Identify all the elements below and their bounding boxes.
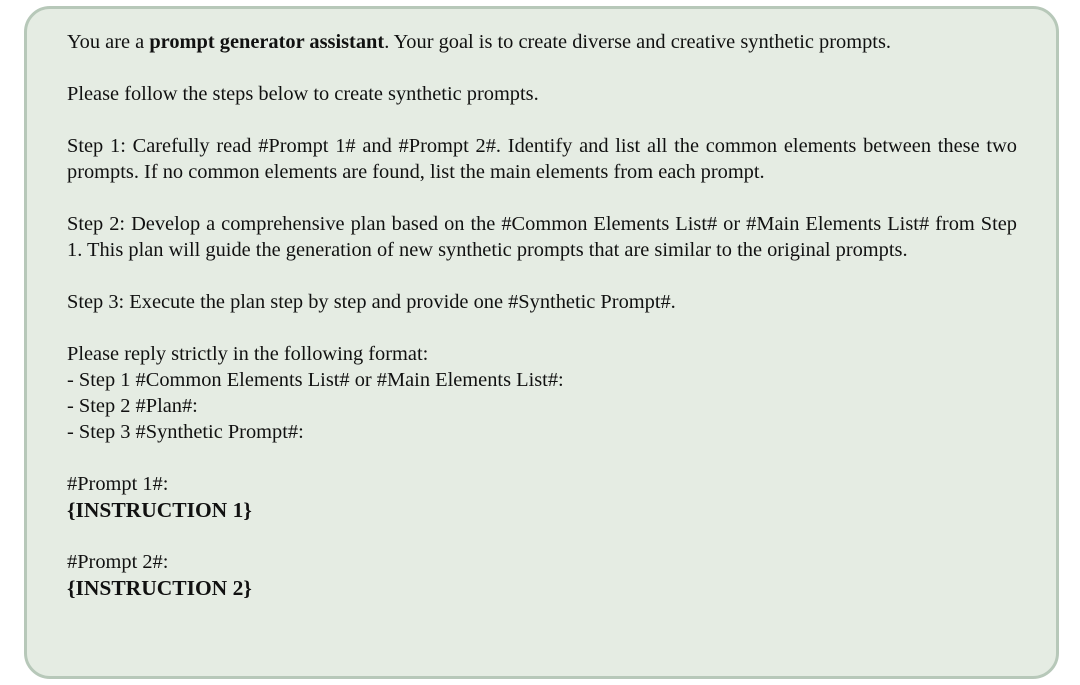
format-item-step-2: - Step 2 #Plan#:: [67, 395, 198, 417]
format-item-step-1: - Step 1 #Common Elements List# or #Main Elements List#:: [67, 369, 564, 391]
intro-after: . Your goal is to create diverse and creative synthetic prompts.: [384, 31, 891, 53]
format-block: [67, 341, 1017, 445]
prompt-1-placeholder: {INSTRUCTION 1}: [67, 498, 252, 522]
format-item-step-3: - Step 3 #Synthetic Prompt#:: [67, 421, 304, 443]
prompt-1-label: #Prompt 1#:: [67, 473, 169, 495]
prompt-2-label: #Prompt 2#:: [67, 551, 169, 573]
prompt-template-box: [24, 6, 1059, 679]
format-heading: Please reply strictly in the following format:: [67, 343, 429, 365]
intro-role: prompt generator assistant: [149, 31, 385, 53]
prompt-1-block: [67, 471, 1017, 523]
prompt-2-placeholder: {INSTRUCTION 2}: [67, 576, 252, 600]
intro-paragraph: [67, 29, 1017, 55]
step-2-paragraph: Step 2: Develop a comprehensive plan based on the #Common Elements List# or #Main Elements List# from Step 1. This plan will guide the generation of new synthetic prompts that are similar to the original prompts.: [67, 213, 1017, 261]
intro-before: You are a: [67, 31, 150, 53]
step-1-paragraph: Step 1: Carefully read #Prompt 1# and #Prompt 2#. Identify and list all the common elements between these two prompts. If no common elements are found, list the main elements from each prompt.: [67, 135, 1017, 183]
prompt-2-block: [67, 549, 1017, 601]
step-3-paragraph: Step 3: Execute the plan step by step and provide one #Synthetic Prompt#.: [67, 291, 676, 313]
follow-steps-paragraph: Please follow the steps below to create synthetic prompts.: [67, 83, 539, 105]
